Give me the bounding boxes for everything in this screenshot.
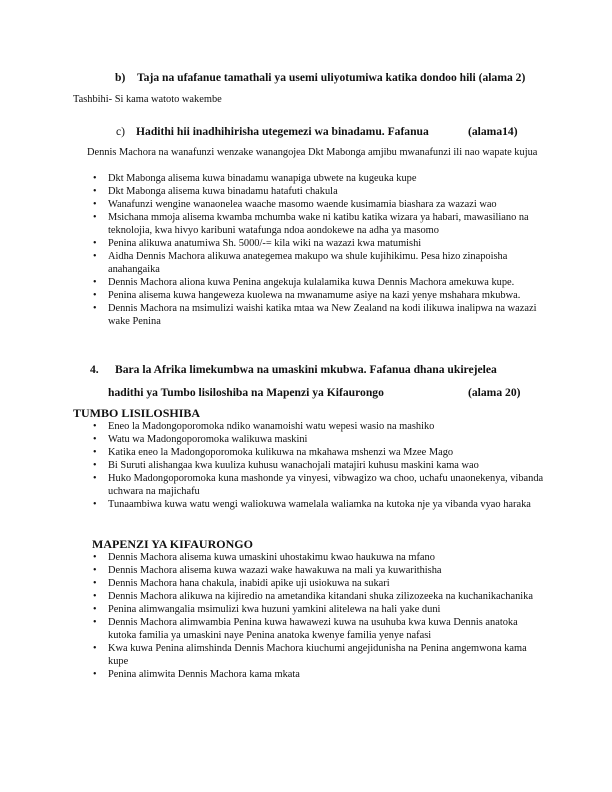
list-item: • Dennis Machora alisema kuwa umaskini uhostakimu kwao haukuwa na mfano — [93, 551, 548, 564]
question-c-marks: (alama14) — [468, 125, 518, 138]
tumbo-points — [93, 420, 548, 511]
list-item: • Tunaambiwa kuwa watu wengi waliokuwa wamelala waliamka na kutoka nje ya vibanda vyao haraka — [93, 498, 548, 511]
question-4-label: 4. — [90, 363, 99, 376]
list-item: • Eneo la Madongoporomoka ndiko wanamoishi watu wepesi wasio na mashiko — [93, 420, 548, 433]
list-item: • Penina alimwangalia msimulizi kwa huzuni yamkini alitelewa na hali yake duni — [93, 603, 548, 616]
question-4-line2: hadithi ya Tumbo lisiloshiba na Mapenzi ya Kifaurongo — [108, 386, 384, 399]
list-item: • Dkt Mabonga alisema kuwa binadamu hatafuti chakula — [93, 185, 548, 198]
intro-text: Dennis Machora na wanafunzi wenzake wanangojea Dkt Mabonga amjibu mwanafunzi ili nao wapate kujua — [87, 147, 538, 158]
list-item: • Dkt Mabonga alisema kuwa binadamu wanapiga ubwete na kugeuka kupe — [93, 172, 548, 185]
mapenzi-heading: MAPENZI YA KIFAURONGO — [92, 537, 253, 551]
question-b-answer: Tashbihi- Si kama watoto wakembe — [73, 94, 222, 105]
question-b-label: b) — [115, 71, 126, 84]
list-item: • Dennis Machora alimwambia Penina kuwa hawawezi kuwa na usuhuba kwa kuwa Dennis anatoka kutoka familia ya umaskini naye Penina anatoka kwenye familia yenye nafasi — [93, 616, 548, 642]
question-b-text: Taja na ufafanue tamathali ya usemi uliyotumiwa katika dondoo hili (alama 2) — [137, 71, 526, 84]
list-item: • Penina alisema kuwa hangeweza kuolewa na mwanamume asiye na kazi yenye mshahara mkubwa. — [93, 289, 548, 302]
list-item: • Wanafunzi wengine wanaonelea waache masomo waende kusimamia biashara za wazazi wao — [93, 198, 548, 211]
list-item: • Penina alikuwa anatumiwa Sh. 5000/-= kila wiki na wazazi kwa matumishi — [93, 237, 548, 250]
list-item: • Bi Suruti alishangaa kwa kuuliza kuhusu wanachojali matajiri kuhusu maskini kama wao — [93, 459, 548, 472]
question-4-line1: Bara la Afrika limekumbwa na umaskini mkubwa. Fafanua dhana ukirejelea — [115, 363, 497, 376]
question-c-intro — [87, 146, 547, 159]
list-item: • Dennis Machora na msimulizi waishi katika mtaa wa New Zealand na kodi ilikuwa inalipwa na wazazi wake Penina — [93, 302, 548, 328]
list-item: • Dennis Machora aliona kuwa Penina angekuja kulalamika kuwa Dennis Machora amekuwa kupe. — [93, 276, 548, 289]
list-item: • Dennis Machora hana chakula, inabidi apike uji usiokuwa na sukari — [93, 577, 548, 590]
question-c-points — [93, 172, 548, 328]
list-item: • Kwa kuwa Penina alimshinda Dennis Machora kiuchumi angejidunisha na Penina angemwona kama kupe — [93, 642, 548, 668]
list-item: • Watu wa Madongoporomoka walikuwa maskini — [93, 433, 548, 446]
list-item: • Huko Madongoporomoka kuna mashonde ya vinyesi, vibwagizo wa choo, uchafu unaonekenya, vibanda uchwara na majichafu — [93, 472, 548, 498]
question-c-label: c) — [116, 125, 126, 138]
list-item: • Penina alimwita Dennis Machora kama mkata — [93, 668, 548, 681]
list-item: • Dennis Machora alikuwa na kijiredio na ametandika kitandani shuka zilizozeeka na kuchanikachanika — [93, 590, 548, 603]
list-item: • Msichana mmoja alisema kwamba mchumba wake ni katibu katika wizara ya habari, mawasiliano na teknolojia, kwa hivyo karibuni watafunga ndoa aondokewe na adha ya masomo — [93, 211, 548, 237]
mapenzi-points — [93, 551, 548, 681]
question-c-text: Hadithi hii inadhihirisha utegemezi wa binadamu. Fafanua — [136, 125, 429, 138]
question-4-marks: (alama 20) — [468, 386, 521, 399]
list-item: • Katika eneo la Madongoporomoka kulikuwa na mkahawa mshenzi wa Mzee Mago — [93, 446, 548, 459]
list-item: • Aidha Dennis Machora alikuwa anategemea makupo wa shule kujihikimu. Pesa hizo zinapoisha anahangaika — [93, 250, 548, 276]
list-item: • Dennis Machora alisema kuwa wazazi wake hawakuwa na mali ya kuwarithisha — [93, 564, 548, 577]
tumbo-heading: TUMBO LISILOSHIBA — [73, 406, 201, 420]
